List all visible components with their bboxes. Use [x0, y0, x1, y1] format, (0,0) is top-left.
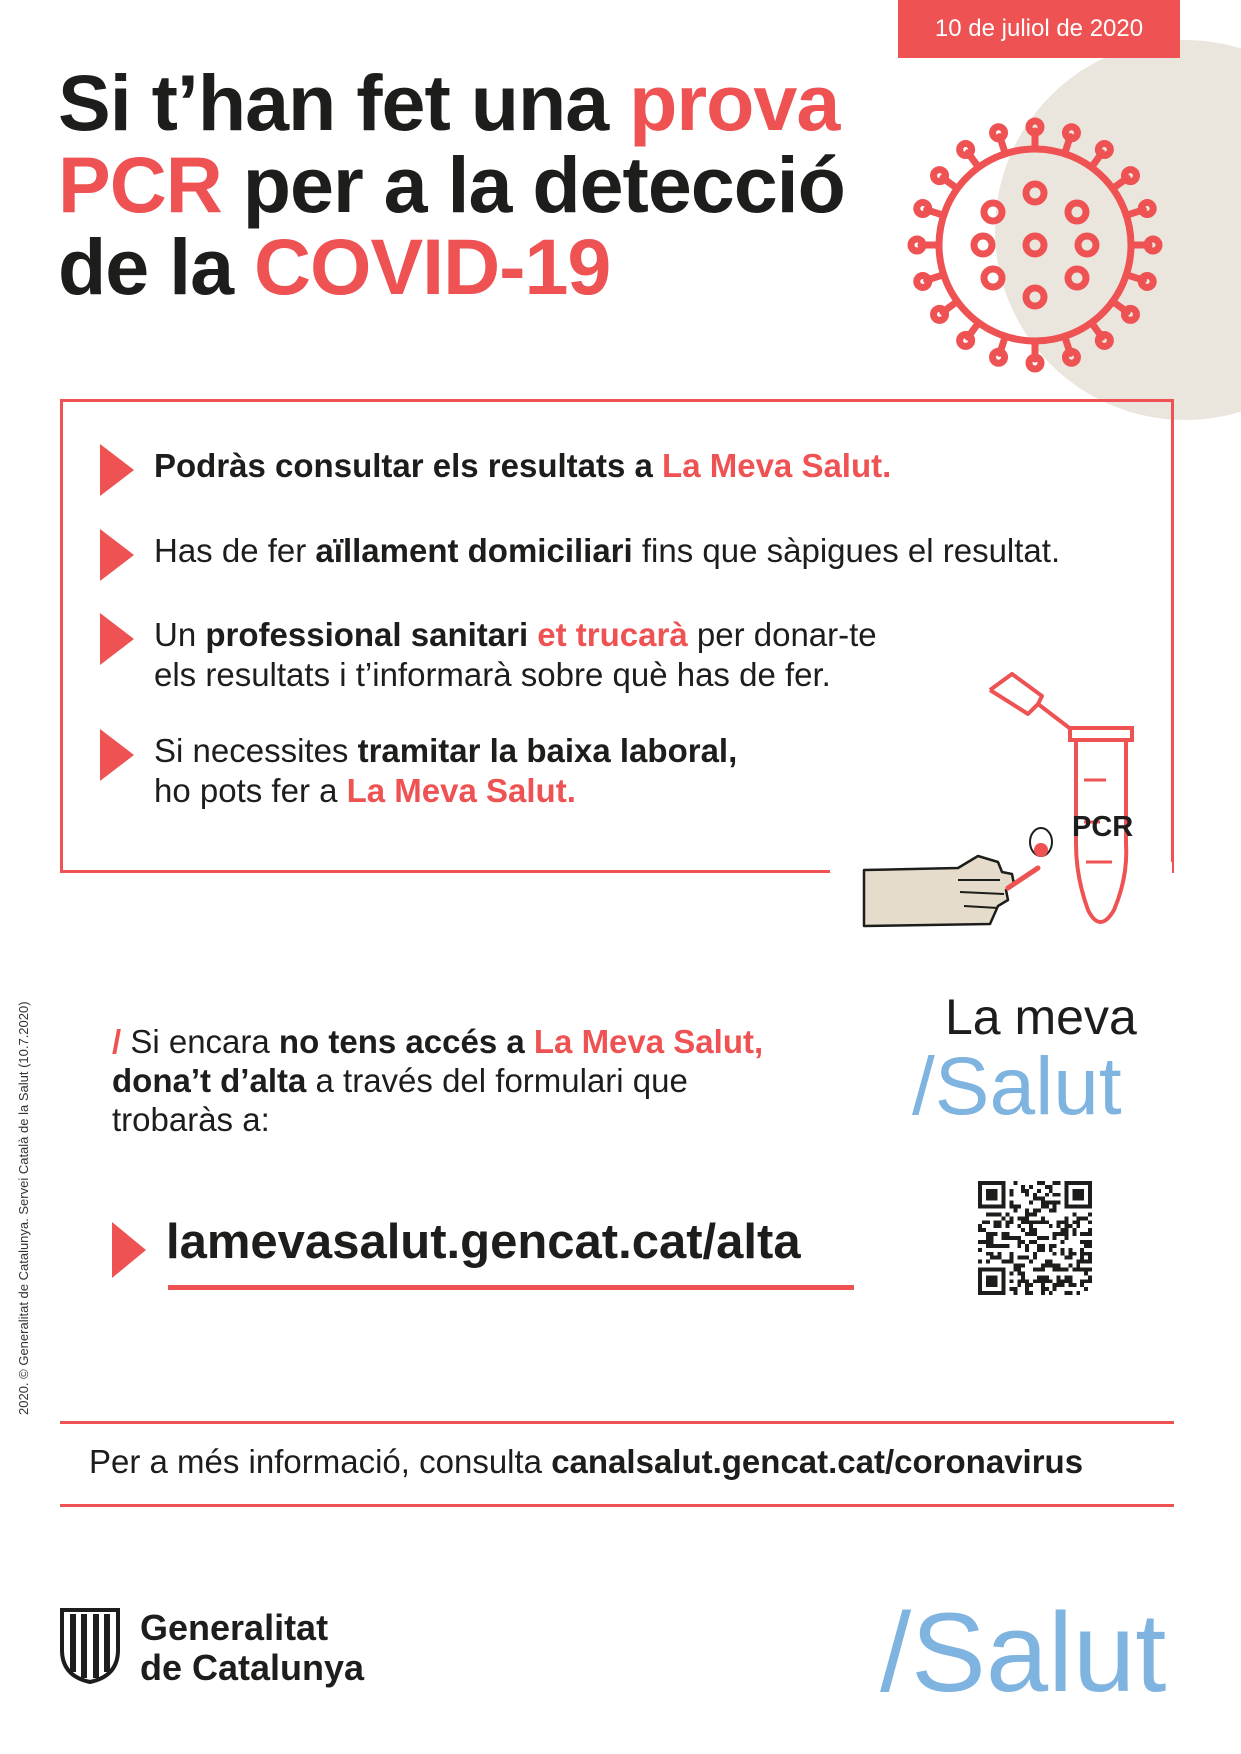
- title-part: Si: [58, 58, 152, 147]
- bullet-arrow-icon: [100, 613, 134, 665]
- title-part: detecció: [532, 140, 845, 229]
- bullet-text: tramitar la baixa laboral,: [357, 732, 738, 769]
- gen-line1: Generalitat: [140, 1607, 329, 1648]
- bullet-text: Un: [154, 616, 206, 653]
- more-info-link[interactable]: canalsalut.gencat.cat/coronavirus: [551, 1443, 1084, 1480]
- page-title: [58, 58, 898, 311]
- copyright-note: 2020. © Generalitat de Catalunya. Servei Català de la Salut (10.7.2020): [16, 1001, 31, 1415]
- bullet-text: fins que sàpigues el resultat.: [632, 532, 1061, 569]
- alta-text-part: dona’t d’alta: [112, 1062, 307, 1099]
- salut-logo: /Salut: [880, 1590, 1167, 1715]
- alta-text-part: no tens accés a: [278, 1023, 534, 1060]
- divider-bottom: [60, 1504, 1174, 1507]
- bullet-text: per donar-te: [687, 616, 877, 653]
- title-part: t’han fet una: [151, 58, 630, 147]
- title-part: COVID-19: [253, 222, 611, 311]
- more-info-prefix: Per a més informació, consulta: [89, 1443, 552, 1480]
- gen-line2: de Catalunya: [140, 1647, 365, 1688]
- title-part: per a la: [221, 140, 533, 229]
- more-info-text: [89, 1443, 1083, 1481]
- bullet-link-text: La Meva Salut.: [346, 772, 576, 809]
- alta-text-part: Si encara: [121, 1023, 279, 1060]
- registration-text: [112, 1022, 763, 1139]
- bullet-arrow-icon: [100, 444, 134, 496]
- alta-text-part: La Meva Salut,: [533, 1023, 764, 1060]
- slash-mark: /: [112, 1023, 122, 1060]
- generalitat-emblem-icon: [58, 1606, 122, 1684]
- bullet-link-text: La Meva Salut.: [662, 447, 892, 484]
- lameva-logo-salut: /Salut: [912, 1041, 1122, 1132]
- bullet-arrow-icon: [100, 529, 134, 581]
- alta-text-part: a través del formulari que: [306, 1062, 688, 1099]
- qr-code[interactable]: [978, 1181, 1092, 1295]
- bullet-text: ho pots fer a: [154, 772, 347, 809]
- generalitat-logo-text: [140, 1608, 364, 1688]
- bullet-text: professional sanitari: [205, 616, 529, 653]
- url-arrow-icon: [112, 1222, 146, 1278]
- alta-text-part: trobaràs a:: [112, 1101, 270, 1138]
- title-part: PCR: [58, 140, 222, 229]
- bullet-text: Has de fer: [154, 532, 316, 569]
- divider-top: [60, 1421, 1174, 1424]
- pcr-label: PCR: [1072, 811, 1134, 843]
- bullet-text: aïllament domiciliari: [315, 532, 633, 569]
- bullet-text: els resultats i t’informarà sobre què has de fer.: [154, 656, 831, 693]
- date-badge: 10 de juliol de 2020: [898, 0, 1180, 58]
- title-part: prova: [629, 58, 840, 147]
- pcr-test-illustration: [860, 672, 1160, 932]
- lameva-logo-top: La meva: [945, 989, 1137, 1045]
- title-part: de la: [58, 222, 254, 311]
- virus-icon: [900, 110, 1170, 380]
- bullet-text: et trucarà: [528, 616, 688, 653]
- bullet-text: Si necessites: [154, 732, 358, 769]
- registration-url-link[interactable]: lamevasalut.gencat.cat/alta: [166, 1215, 801, 1269]
- url-underline: [168, 1285, 854, 1290]
- bullet-text: Podràs consultar els resultats a: [154, 447, 663, 484]
- bullet-arrow-icon: [100, 729, 134, 781]
